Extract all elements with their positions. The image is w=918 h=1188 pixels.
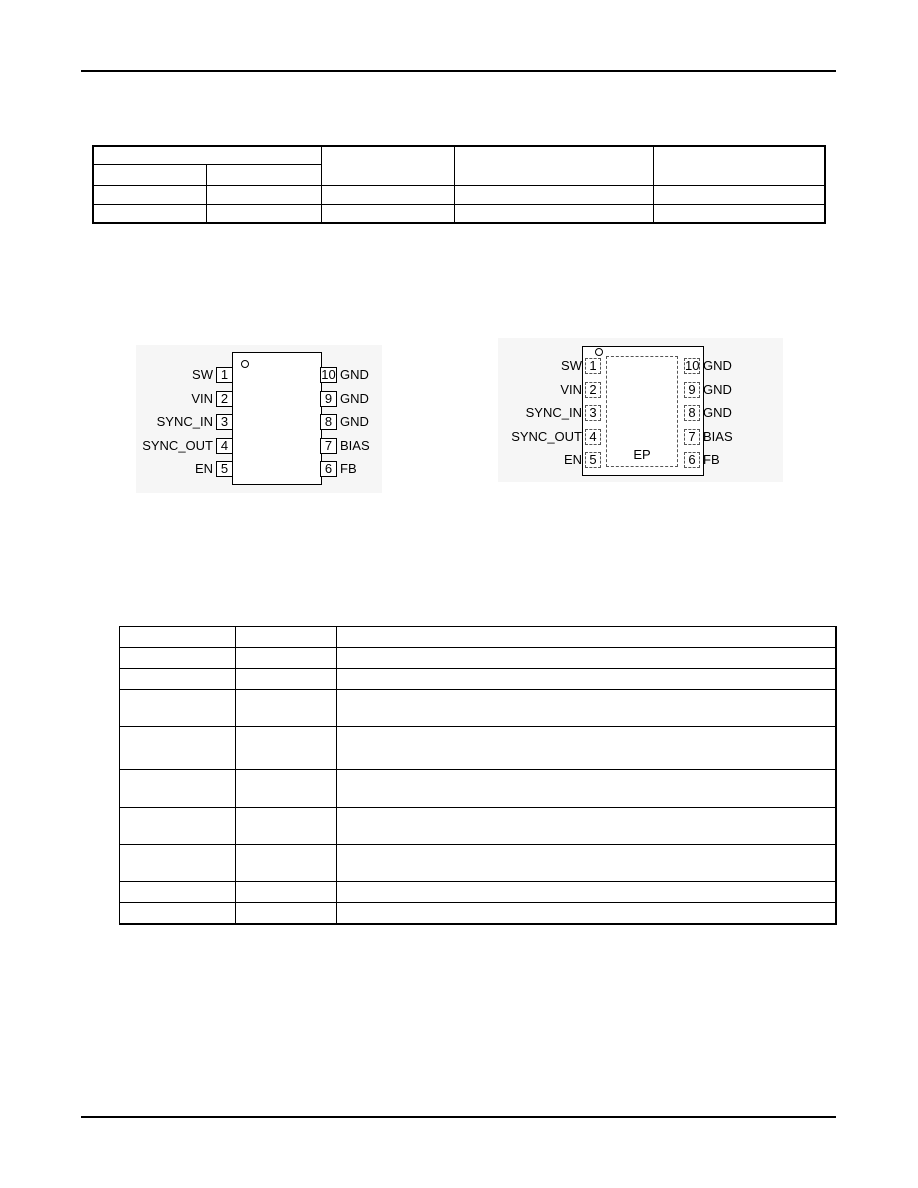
pin-number-right: 9 xyxy=(684,382,700,398)
pin-table-row xyxy=(120,727,837,770)
pin-name-right: GND xyxy=(703,381,732,397)
pin-description-table xyxy=(119,626,837,925)
pin-number-left: 4 xyxy=(585,429,601,445)
ordering-header-cell xyxy=(321,146,455,185)
pin-name-right: BIAS xyxy=(703,428,733,444)
pin-name-left: EN xyxy=(194,461,213,476)
pin-number-left: 2 xyxy=(585,382,601,398)
pin-name-right: GND xyxy=(340,390,369,406)
pin-number-right: 8 xyxy=(320,414,337,430)
pin-table-header-cell xyxy=(120,627,236,648)
pin-number-left: 3 xyxy=(585,405,601,421)
pin-number-left: 5 xyxy=(585,452,601,468)
pin-number-right: 7 xyxy=(320,438,337,454)
pin-name-right: GND xyxy=(340,414,369,429)
pin-number-right: 10 xyxy=(321,367,336,382)
pin-name-left: SW xyxy=(192,367,213,382)
pin-number-right: 6 xyxy=(684,452,700,468)
pin-name-left: SYNC_OUT xyxy=(511,428,582,444)
package-body xyxy=(232,352,322,485)
pin-name-right: FB xyxy=(340,461,357,476)
pin-name-left: SYNC_OUT xyxy=(142,437,213,453)
pin-name-left: SYNC_IN xyxy=(156,414,213,429)
pin-number-right: 10 xyxy=(685,358,700,373)
pin-name-right: FB xyxy=(703,452,720,467)
pin-table-row xyxy=(120,669,837,690)
pin-number-left: 3 xyxy=(216,414,233,430)
pin-table-row xyxy=(120,648,837,669)
pin-number-left: 2 xyxy=(216,391,233,407)
pin-number-left: 4 xyxy=(216,438,233,454)
pin-number-right: 9 xyxy=(320,391,337,407)
pin-table-header-cell xyxy=(236,627,337,648)
pin1-marker-icon xyxy=(241,360,249,368)
pin-number-right: 6 xyxy=(320,461,337,477)
pin-name-left: VIN xyxy=(191,390,213,406)
dfn-pin-diagram xyxy=(498,338,783,482)
pin-name-left: VIN xyxy=(560,381,582,397)
ordering-row xyxy=(93,185,825,204)
pin-number-left: 5 xyxy=(216,461,233,477)
pin-table-header-cell xyxy=(337,627,836,648)
exposed-pad-label: EP xyxy=(633,447,651,462)
ordering-row xyxy=(93,204,825,223)
ordering-header-cell xyxy=(207,164,322,185)
pin-table-row xyxy=(120,770,837,808)
pin-number-left: 1 xyxy=(585,358,601,374)
pin-name-left: SW xyxy=(561,358,582,373)
pin-table-header-row xyxy=(120,627,837,648)
pin-table-row xyxy=(120,690,837,727)
pin-name-right: GND xyxy=(340,367,369,382)
header-rule xyxy=(81,70,836,72)
ordering-header-cell xyxy=(455,146,653,185)
pin-name-right: GND xyxy=(703,405,732,420)
ordering-header-cell xyxy=(93,146,321,164)
ordering-header-cell xyxy=(653,146,825,185)
pin-table-row xyxy=(120,808,837,845)
pin-number-right: 7 xyxy=(684,429,700,445)
pin-name-left: EN xyxy=(563,452,582,467)
pin-number-left: 1 xyxy=(216,367,233,383)
pin-number-right: 8 xyxy=(684,405,700,421)
pin-table-row xyxy=(120,882,837,903)
ordering-header-row-1 xyxy=(93,146,825,164)
footer-rule xyxy=(81,1116,836,1118)
pin-table-row xyxy=(120,903,837,924)
pin-name-right: BIAS xyxy=(340,437,370,453)
msop-pin-diagram xyxy=(136,345,382,493)
pin-table-row xyxy=(120,845,837,882)
pin-name-right: GND xyxy=(703,358,732,373)
ordering-header-cell xyxy=(93,164,207,185)
pin-name-left: SYNC_IN xyxy=(525,405,582,420)
ordering-table xyxy=(92,145,826,224)
pin1-marker-icon xyxy=(595,348,603,356)
